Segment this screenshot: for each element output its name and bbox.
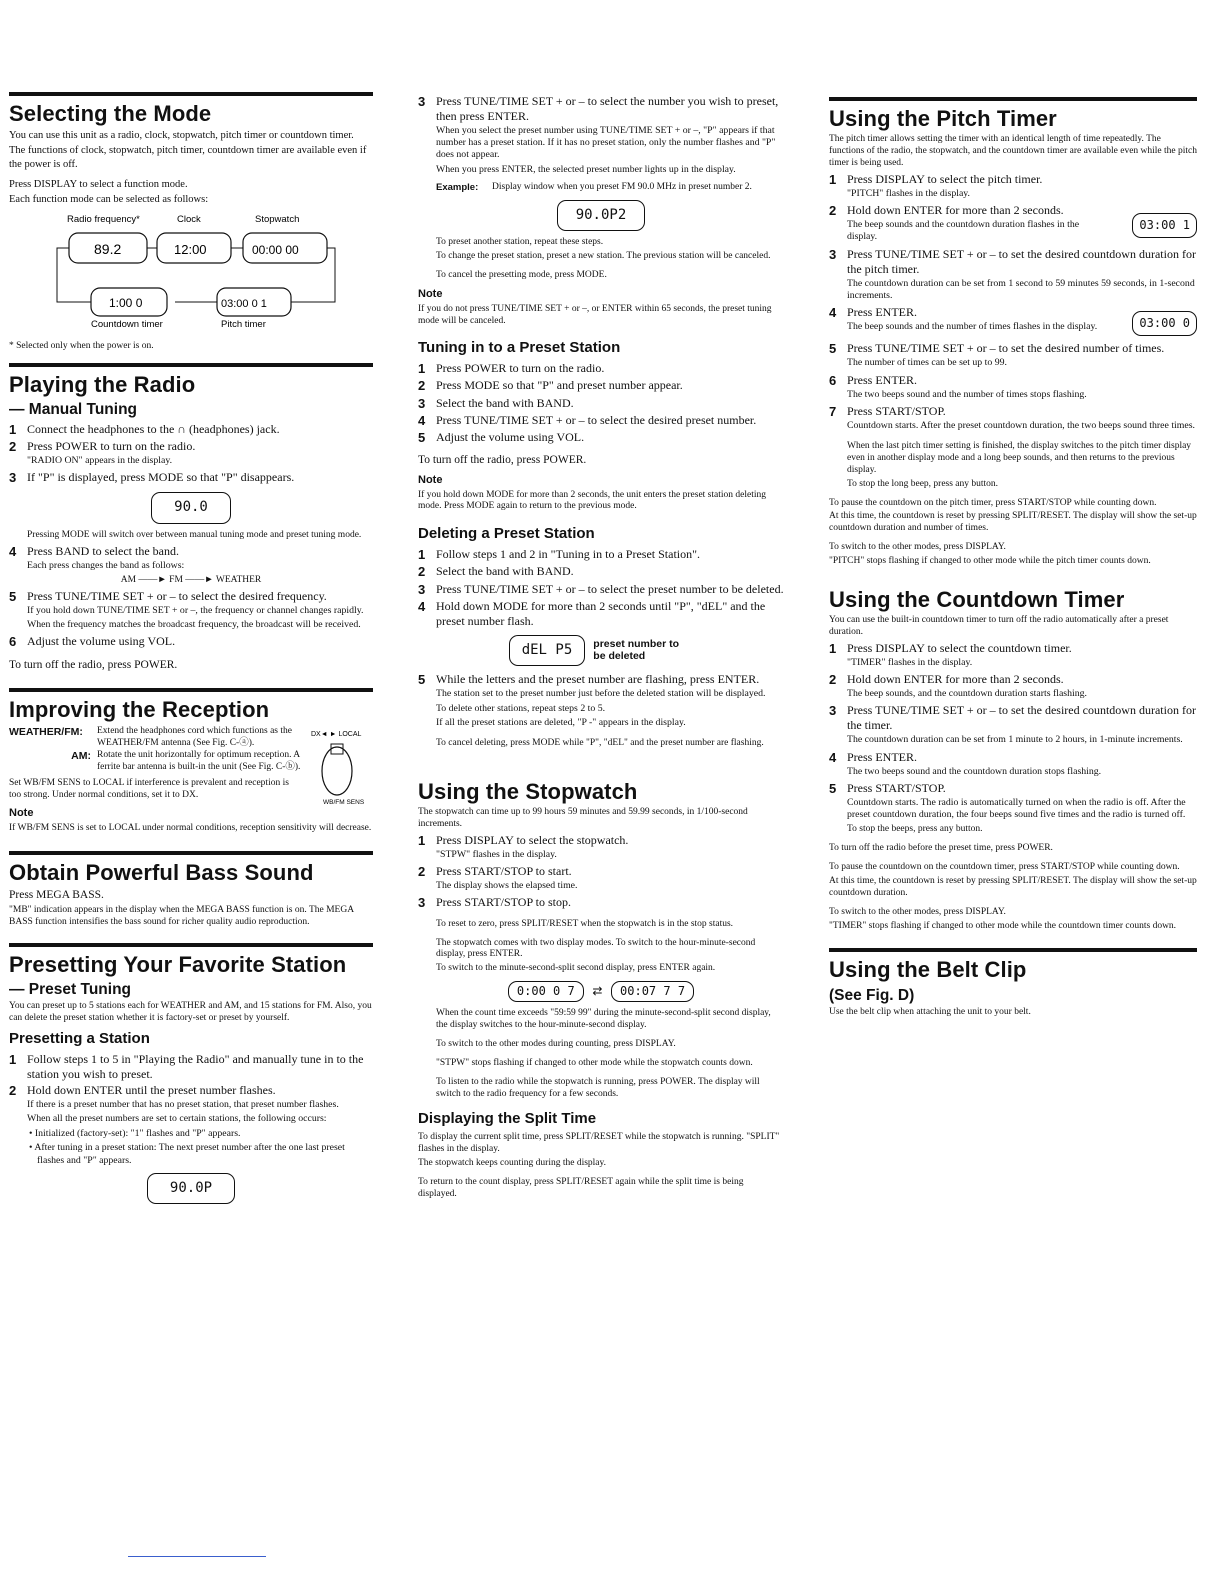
step: 2 Press START/STOP to start. The display shows the elapsed time. (418, 864, 578, 892)
paragraph: You can use this unit as a radio, clock, stopwatch, pitch timer or countdown timer. (9, 130, 354, 142)
lcd-figure (418, 981, 784, 1002)
note-heading: Note (418, 287, 443, 300)
column-left (9, 92, 373, 1214)
column-right (829, 97, 1197, 1029)
step: 2 Hold down ENTER for more than 2 seconds. The beep sounds and the countdown duration flashes in the display. (829, 203, 1080, 243)
lcd-figure (418, 635, 784, 667)
section-presetting (9, 943, 373, 1205)
radio-frequency-label: Radio frequency* (67, 213, 140, 225)
swap-arrows-icon: ⇄ (592, 984, 603, 999)
lcd-figure (9, 492, 373, 524)
paragraph: The stopwatch comes with two display modes. To switch to the hour-minute-second display, press ENTER. (436, 937, 756, 960)
step: 1 Follow steps 1 and 2 in "Tuning in to a Preset Station". (418, 547, 701, 563)
step: 7 Press START/STOP. Countdown starts. After the preset countdown duration, the two beeps sound three times. (829, 403, 1195, 431)
lcd-display: 90.0P (147, 1173, 235, 1205)
pitch-lcd-value: 03:00 0 1 (221, 297, 267, 310)
step: 2 Hold down ENTER for more than 2 seconds. The beep sounds, and the countdown duration starts flashing. (829, 672, 1087, 700)
step: 1 Press DISPLAY to select the countdown timer. "TIMER" flashes in the display. (829, 640, 1072, 668)
section-improving-reception: Improving the Reception WEATHER/FM: Extend the headphones cord which functions as the WEATHER/FM antenna (See Fig. C-ⓐ). AM: Rotate the unit horizontally for optimum reception. A ferrite bar antenna is built-in the unit (See Fig. C-ⓑ). DX◄ ► LOCAL WB/FM SENS Set WB/FM SENS to LOCAL if interference is prevalent and reception is too strong. Under normal conditions, set it to DX. Note If WB/FM SENS is set to LOCAL under normal conditions, reception sensitivity will decrease. (9, 688, 373, 835)
subheading: Displaying the Split Time (418, 1110, 597, 1128)
lcd-caption: preset number to be deleted (593, 638, 680, 662)
bullet-item: • After tuning in a preset station: The next preset number after the one last preset flashes and "P" appears. (29, 1142, 345, 1166)
lcd-display: 03:00 1 (1132, 213, 1197, 238)
paragraph: Press DISPLAY to select a function mode. (9, 178, 188, 190)
subheading: Presetting a Station (9, 1029, 150, 1047)
paragraph: "STPW" stops flashing if changed to other mode while the stopwatch counts down. (436, 1057, 753, 1068)
paragraph: Use the belt clip when attaching the unit to your belt. (829, 1007, 1031, 1018)
step: 1 Press DISPLAY to select the pitch timer. "PITCH" flashes in the display. (829, 171, 1043, 199)
step: 1 Follow steps 1 to 5 in "Playing the Radio" and manually tune in to the station you wish to preset. (9, 1051, 364, 1081)
paragraph: The functions of clock, stopwatch, pitch timer, countdown timer are available even if the power is off. (9, 145, 367, 170)
paragraph: To switch to the minute-second-split second display, press ENTER again. (436, 963, 716, 974)
paragraph: To stop the beeps, press any button. (847, 824, 983, 835)
paragraph: When the count time exceeds "59:59 99" during the minute-second-split second display, the display switches to the hour-minute-second display. (436, 1008, 771, 1031)
lcd-display: 03:00 0 (1132, 311, 1197, 336)
paragraph: Set WB/FM SENS to LOCAL if interference is prevalent and reception is too strong. Under normal conditions, set it to DX. (9, 777, 289, 800)
pitch-timer-label: Pitch timer (221, 318, 266, 330)
step: 3 Press TUNE/TIME SET + or – to select the number you wish to preset, then press ENTER. When you select the preset number using TUNE/TIME SET + or –, "P" appears if that number has a preset station. If it has no preset station, only the number flashes and "P" does not appear. When you press ENTER, the selected preset number lights up in the display. (418, 94, 779, 175)
paragraph: "PITCH" stops flashing if changed to other mode while the pitch timer counts down. (829, 556, 1151, 567)
dx-local-label: DX◄ ► LOCAL (311, 731, 362, 739)
subheading: Deleting a Preset Station (418, 525, 595, 543)
paragraph: At this time, the countdown is reset by pressing SPLIT/RESET. The display will show the set-up countdown duration. (829, 875, 1197, 898)
section-title: Improving the Reception (9, 696, 270, 722)
paragraph: Press MEGA BASS. (9, 889, 104, 902)
step: 4 Press ENTER. The two beeps sound and the countdown duration stops flashing. (829, 749, 1102, 777)
step: 3 Press TUNE/TIME SET + or – to select the preset number to be deleted. (418, 581, 784, 597)
paragraph: To turn off the radio, press POWER. (418, 454, 587, 467)
band-cycle: AM ——► FM ——► WEATHER (120, 574, 262, 585)
section-belt-clip (829, 948, 1197, 1019)
step: 3 If "P" is displayed, press MODE so that "P" disappears. (9, 470, 295, 486)
stopwatch-lcd-value: 00:00 00 (252, 242, 299, 257)
paragraph: To switch to the other modes, press DISPLAY. (829, 906, 1006, 917)
paragraph: To cancel the presetting mode, press MODE. (436, 270, 607, 281)
section-playing-radio (9, 363, 373, 672)
step: 5 Press START/STOP. Countdown starts. The radio is automatically turned on when the radio is off. After the preset countdown duration, the four beeps sound five times and the radio is turned off. (829, 780, 1186, 821)
stopwatch-label: Stopwatch (255, 213, 300, 225)
step: 2 Press POWER to turn on the radio. "RADIO ON" appears in the display. (9, 438, 196, 466)
paragraph: "MB" indication appears in the display when the MEGA BASS function is on. The MEGA BASS function intensifies the bass sound for richer quality audio reproduction. (9, 904, 354, 927)
section-title: Presetting Your Favorite Station (9, 951, 347, 977)
subheading: Tuning in to a Preset Station (418, 339, 621, 357)
paragraph: To switch to the other modes, press DISPLAY. (829, 542, 1006, 553)
paragraph: You can preset up to 5 stations each for WEATHER and AM, and 15 stations for FM. Also, you can delete the preset station whether it is factory-set or preset by yourself. (9, 1001, 372, 1024)
paragraph: To listen to the radio while the stopwatch is running, press POWER. The display will switch to the radio frequency for a few seconds. (436, 1076, 760, 1099)
column-middle: 3 Press TUNE/TIME SET + or – to select the number you wish to preset, then press ENTER. When you select the preset number using TUNE/TIME SET + or –, "P" appears if that number has a preset station. If it has no preset station, only the number flashes and "P" does not appear. When you press ENTER, the selected preset number lights up in the display. Example: Display window when you preset FM 90.0 MHz in preset number 2. 90.0P2 To preset another station, repeat these steps. To change the preset station, preset a new station. The previous station will be canceled. To cancel the presetting mode, press MODE. Note If you do not press TUNE/TIME SET + or –, or ENTER within 65 seconds, the preset tuning mode will be canceled. Tuning in to a Preset Station 1 Press POWER to turn on the radio. 2 Press MODE so that "P" and preset number appear. 3 Select the band with BAND. 4 Press TUNE/TIME SET + or – to select the desired preset number. 5 Adjust the volume using VOL. To turn off the radio, press POWER. Note If you hold down MODE for more than 2 seconds, the unit enters the preset station deleting mode. Press MODE again to return to the previous mode. Deleting a Preset Station 1 Follow steps 1 and 2 in "Tuning in to a Preset Station". 2 Select the band with BAND. 3 Press TUNE/TIME SET + or – to select the preset number to be deleted. 4 Hold down MODE for more than 2 seconds until "P", "dEL" and the preset number flash. dEL P5 preset number to be deleted 5 While the letters and the preset number are flashing, press ENTER. The station set to the preset number just before the deleted station will be displayed. To delete other stations, repeat steps 2 to 5. If all the preset stations are deleted, "P -" appears in the display. To cancel deleting, press MODE while "P", "dEL" and the preset number are flashing. Using the Stopwatch The stopwatch can time up to 99 hours 59 minutes and 59.99 seconds, in 1/100-second increments. 1 Press DISPLAY to select the stopwatch. "STPW" flashes in the display. 2 Press START/STOP to start. The display shows the elapsed time. 3 Press START/STOP to stop. To reset to zero, press SPLIT/RESET when the stopwatch is in the stop status. The stopwatch comes with two display modes. To switch to the hour-minute-second display, press ENTER. To switch to the minute-second-split second display, press ENTER again. 0:00 0 7 ⇄ 00:07 7 7 When the count time exceeds "59:59 99" during the minute-second-split second display, the display switches to the hour-minute-second display. To switch to the other modes during counting, press DISPLAY. "STPW" stops flashing if changed to other mode while the stopwatch counts down. To listen to the radio while the stopwatch is running, press POWER. The display will switch to the radio frequency for a few seconds. Displaying the Split Time To display the current split time, press SPLIT/RESET while the stopwatch is running. "SPLIT" flashes in the display. The stopwatch keeps counting during the display. To return to the count display, press SPLIT/RESET again while the split time is being displayed. (418, 94, 784, 1199)
step: 2 Hold down ENTER until the preset number flashes. If there is a preset number that has no preset station, that preset number flashes. When all the preset numbers are set to certain stations, the following occurs: (9, 1082, 339, 1124)
section-pitch-timer (829, 97, 1197, 568)
bottom-rule (128, 1556, 266, 1557)
countdown-lcd-value: 1:00 0 (109, 295, 143, 310)
step: 4 Hold down MODE for more than 2 seconds until "P", "dEL" and the preset number flash. (418, 598, 766, 628)
note-text: If WB/FM SENS is set to LOCAL under normal conditions, reception sensitivity will decrease. (9, 823, 372, 834)
step: 4 Press BAND to select the band. Each press changes the band as follows: (9, 543, 185, 571)
section-bass (9, 851, 373, 928)
paragraph: At this time, the countdown is reset by pressing SPLIT/RESET. The display will show the set-up countdown duration and number of times. (829, 511, 1197, 534)
step: 4 Press TUNE/TIME SET + or – to select the desired preset number. (418, 412, 757, 428)
lcd-display: 00:07 7 7 (611, 981, 694, 1002)
paragraph: The stopwatch keeps counting during the display. (418, 1157, 607, 1168)
paragraph: You can use the built-in countdown timer to turn off the radio automatically after a preset duration. (829, 615, 1169, 638)
section-title: Obtain Powerful Bass Sound (9, 860, 314, 886)
section-stopwatch (418, 774, 784, 1201)
lcd-display: 0:00 0 7 (508, 981, 584, 1002)
section-title: Selecting the Mode (9, 101, 212, 126)
paragraph: To change the preset station, preset a new station. The previous station will be canceled. (436, 251, 771, 262)
paragraph: To pause the countdown on the pitch timer, press START/STOP while counting down. (829, 497, 1157, 508)
section-countdown-timer (829, 582, 1197, 933)
note-text: If you do not press TUNE/TIME SET + or –, or ENTER within 65 seconds, the preset tuning mode will be canceled. (418, 303, 772, 326)
step: 1 Connect the headphones to the ∩ (headphones) jack. (9, 421, 280, 437)
section-title: Using the Pitch Timer (829, 106, 1057, 131)
step: 3 Select the band with BAND. (418, 395, 574, 411)
step: 6 Adjust the volume using VOL. (9, 634, 176, 650)
paragraph: When the last pitch timer setting is finished, the display switches to the pitch timer display even in another display mode and a long beep sounds, and then returns to the previous display. (847, 441, 1192, 475)
paragraph: The pitch timer allows setting the timer with an identical length of time repeatedly. The functions of the radio, the stopwatch, and the countdown timer are available even while the pitch timer is being used. (829, 134, 1198, 169)
paragraph: Pressing MODE will switch over between manual tuning mode and preset tuning mode. (27, 529, 362, 540)
lcd-display: 90.0P2 (557, 200, 646, 232)
paragraph: To turn off the radio, press POWER. (9, 658, 178, 671)
paragraph: To pause the countdown on the countdown timer, press START/STOP while counting down. (829, 862, 1180, 873)
paragraph: To return to the count display, press SPLIT/RESET again while the split time is being displayed. (418, 1176, 744, 1199)
paragraph: To stop the long beep, press any button. (847, 478, 999, 489)
paragraph: To turn off the radio before the preset time, press POWER. (829, 843, 1053, 854)
section-title: Using the Belt Clip (829, 957, 1027, 983)
section-title: Playing the Radio (9, 371, 196, 397)
step: 5 Press TUNE/TIME SET + or – to select the desired frequency. If you hold down TUNE/TIME SET + or –, the frequency or channel changes rapidly. When the frequency matches the broadcast frequency, the broadcast will be received. (9, 588, 364, 631)
section-title: Using the Countdown Timer (829, 586, 1125, 612)
step: 6 Press ENTER. The two beeps sound and the number of times stops flashing. (829, 372, 1087, 400)
footnote: * Selected only when the power is on. (9, 341, 154, 352)
clock-lcd-value: 12:00 (174, 241, 207, 257)
section-subtitle: — Manual Tuning (9, 401, 138, 419)
paragraph: To cancel deleting, press MODE while "P", "dEL" and the preset number are flashing. (436, 738, 764, 749)
step: 3 Press TUNE/TIME SET + or – to set the desired countdown duration for the pitch timer. The countdown duration can be set from 1 second to 59 minutes 59 seconds, in 1-second increments. (829, 246, 1196, 301)
step: 3 Press TUNE/TIME SET + or – to set the desired countdown duration for the timer. The countdown duration can be set from 1 minute to 2 hours, in 1-minute increments. (829, 703, 1196, 746)
paragraph: To reset to zero, press SPLIT/RESET when the stopwatch is in the stop status. (436, 918, 734, 929)
note-heading: Note (418, 473, 443, 486)
lcd-display: 90.0 (151, 492, 231, 524)
lcd-figure (9, 1173, 373, 1205)
mode-cycle-diagram (9, 208, 373, 330)
step: 1 Press DISPLAY to select the stopwatch. "STPW" flashes in the display. (418, 832, 629, 860)
clock-label: Clock (177, 213, 201, 225)
section-subtitle: — Preset Tuning (9, 980, 132, 998)
section-selecting-mode (9, 92, 373, 353)
paragraph: To preset another station, repeat these steps. (436, 237, 604, 248)
step: 2 Press MODE so that "P" and preset number appear. (418, 378, 683, 394)
bullet-item: • Initialized (factory-set): "1" flashes and "P" appears. (29, 1128, 241, 1140)
step: 1 Press POWER to turn on the radio. (418, 361, 605, 377)
paragraph: To display the current split time, press SPLIT/RESET while the stopwatch is running. "SPLIT" flashes in the display. (418, 1132, 780, 1155)
step: 5 While the letters and the preset number are flashing, press ENTER. The station set to the preset number just before the deleted station will be displayed. To delete other stations, repeat steps 2 to 5. If all the preset stations are deleted, "P -" appears in the display. (418, 672, 766, 728)
section-subtitle: (See Fig. D) (829, 986, 915, 1004)
paragraph: To switch to the other modes during counting, press DISPLAY. (436, 1038, 676, 1049)
lcd-display: dEL P5 (509, 635, 586, 667)
step: 5 Adjust the volume using VOL. (418, 430, 585, 446)
section-title: Using the Stopwatch (418, 778, 638, 804)
note-heading: Note (9, 807, 34, 820)
step: 3 Press START/STOP to stop. (418, 895, 572, 911)
radio-lcd-value: 89.2 (94, 240, 122, 257)
note-text: If you hold down MODE for more than 2 seconds, the unit enters the preset station deleting mode. Press MODE again to return to the previous mode. (418, 489, 766, 512)
step: 4 Press ENTER. The beep sounds and the number of times flashes in the display. (829, 305, 1098, 333)
step: 5 Press TUNE/TIME SET + or – to set the desired number of times. The number of times can be set up to 99. (829, 341, 1165, 369)
countdown-timer-label: Countdown timer (91, 318, 163, 330)
paragraph: Each function mode can be selected as follows: (9, 193, 209, 205)
sens-switch-figure (309, 726, 369, 806)
lcd-figure (418, 200, 784, 232)
paragraph: The stopwatch can time up to 99 hours 59 minutes and 59.99 seconds, in 1/100-second increments. (418, 807, 748, 830)
step: 2 Select the band with BAND. (418, 564, 574, 580)
wb-fm-sens-label: WB/FM SENS (323, 799, 365, 807)
paragraph: "TIMER" stops flashing if changed to other mode while the countdown timer counts down. (829, 920, 1177, 931)
